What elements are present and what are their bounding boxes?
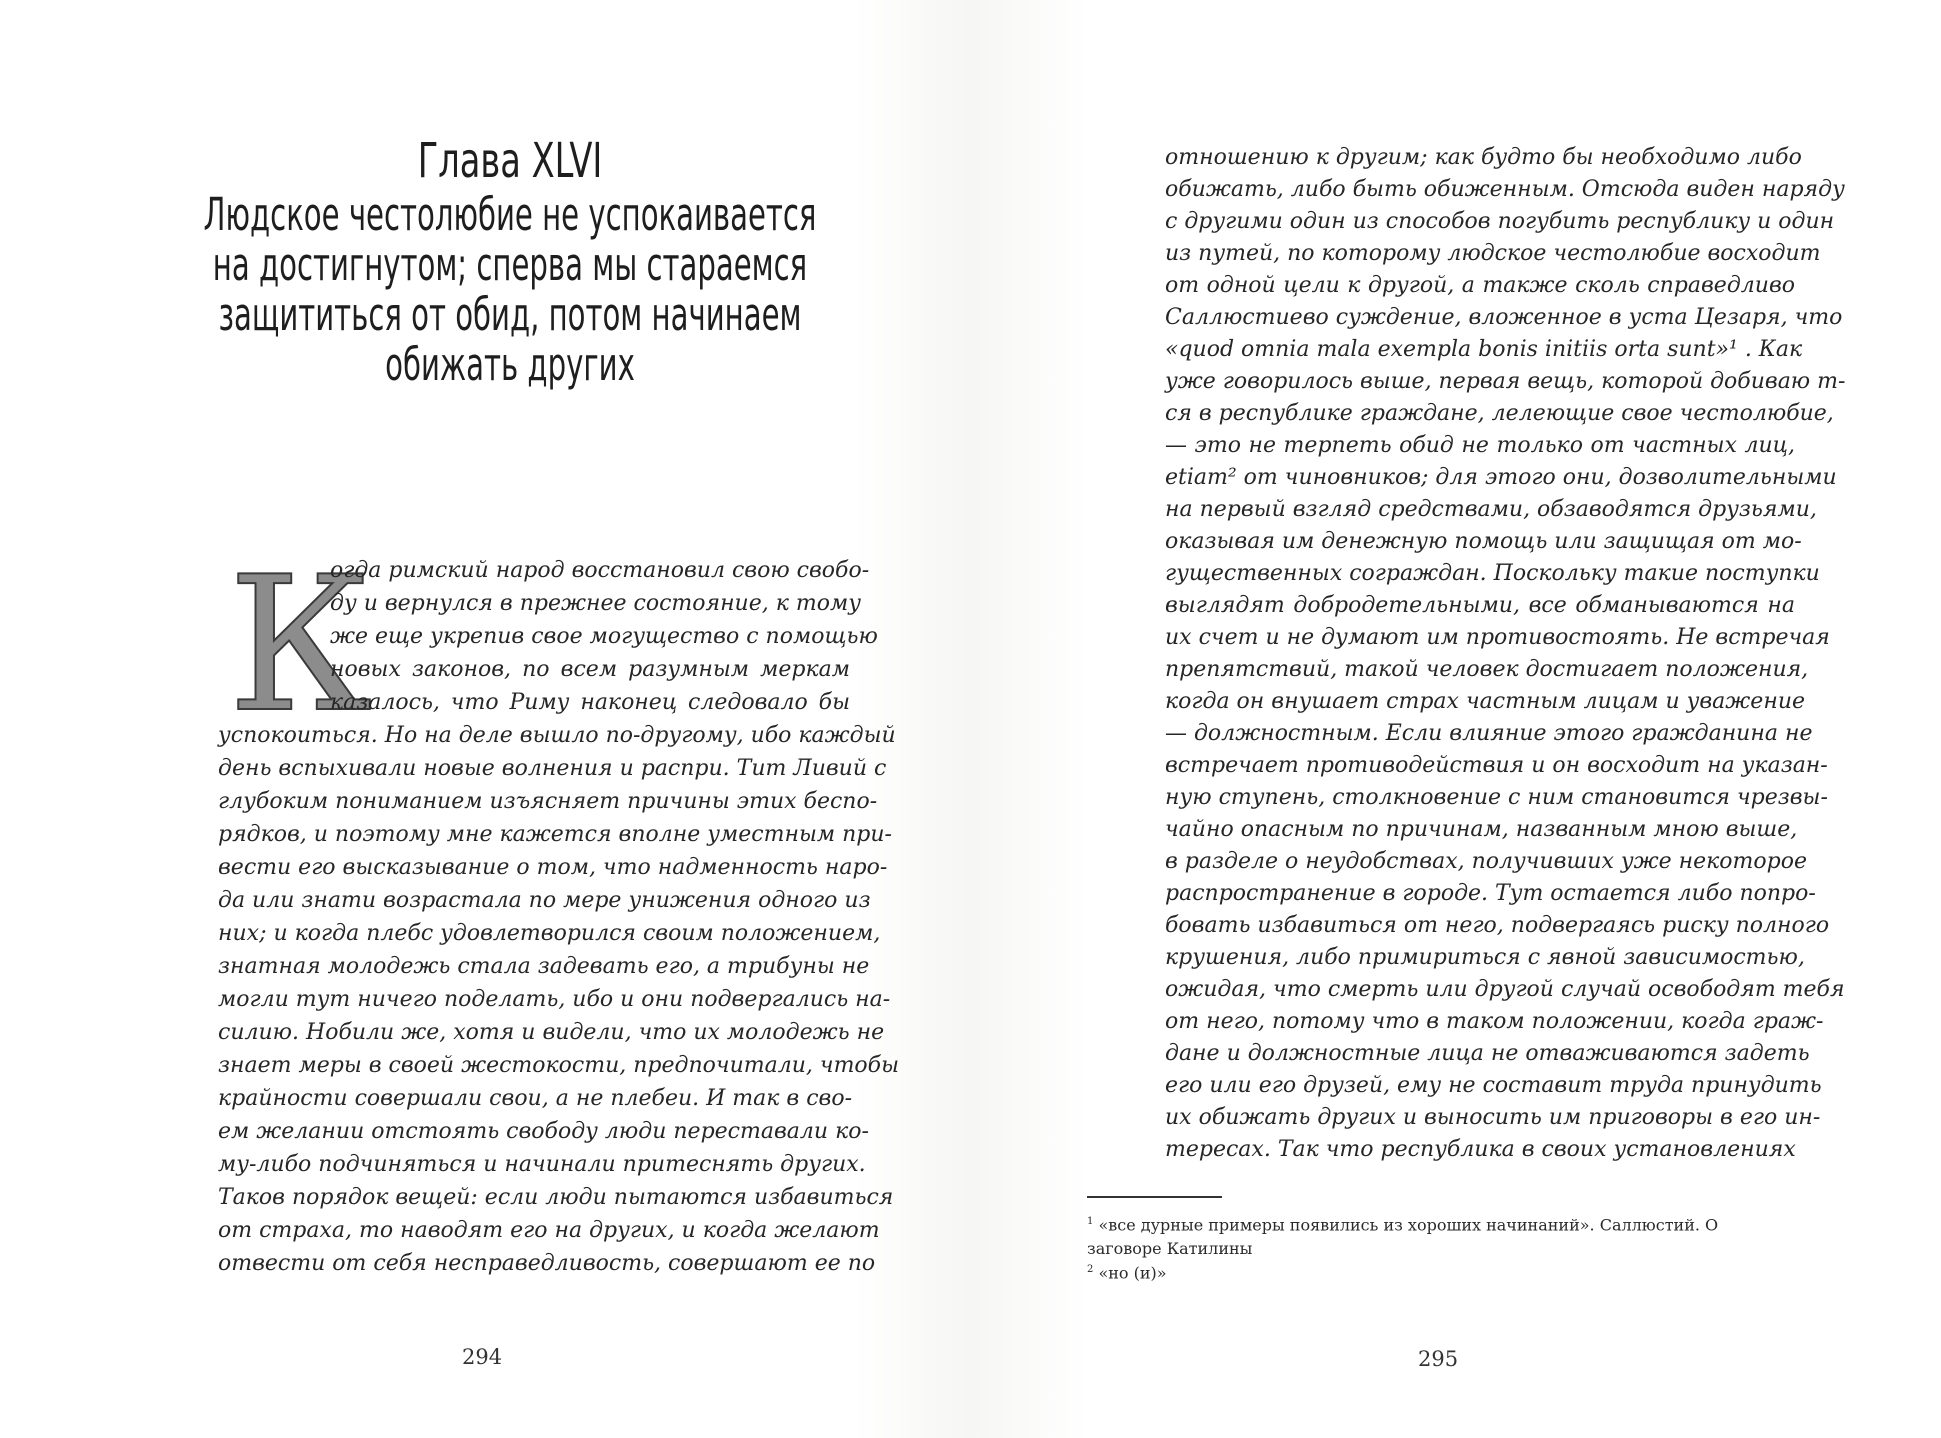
text-line: успокоиться. Но на деле вышло по-другому, ибо каждый	[218, 723, 896, 748]
text-line: его или его друзей, ему не составит труда принудить	[1165, 1073, 1822, 1098]
footnote-text: «все дурные примеры появились из хороших начинаний». Саллюстий. О заговоре Катилины	[1087, 1215, 1719, 1259]
chapter-title-line: защититься от обид, потом начинаем	[218, 288, 802, 341]
text-line: — должностным. Если влияние этого гражданина не	[1165, 721, 1813, 746]
text-line: вести его высказывание о том, что надменность наро-	[218, 855, 888, 880]
chapter-number: Глава XLVI	[417, 133, 603, 189]
text-line: ду и вернулся в прежнее состояние, к тому	[330, 591, 861, 616]
text-line: тересах. Так что республика в своих установлениях	[1165, 1137, 1796, 1162]
text-line: выглядят добродетельными, все обманываются на	[1165, 593, 1795, 618]
page-number-right: 295	[1418, 1347, 1459, 1371]
text-line: оказывая им денежную помощь или защищая от мо-	[1165, 529, 1802, 554]
text-line: обижать, либо быть обиженным. Отсюда виден наряду	[1165, 177, 1845, 202]
text-line: с другими один из способов погубить республику и один	[1165, 209, 1835, 234]
text-line: на первый взгляд средствами, обзаводятся друзьями,	[1165, 497, 1817, 522]
text-line: чайно опасным по причинам, названным мною выше,	[1165, 817, 1798, 842]
chapter-title-line: обижать других	[385, 338, 635, 391]
text-line: день вспыхивали новые волнения и распри. Тит Ливий с	[218, 756, 887, 781]
text-line: когда он внушает страх частным лицам и уважение	[1165, 689, 1806, 714]
text-line: от него, потому что в таком положении, когда граж-	[1165, 1009, 1824, 1034]
text-line: му-либо подчиняться и начинали притеснять других.	[218, 1152, 866, 1177]
text-line: etiam² от чиновников; для этого они, дозволительными	[1165, 465, 1837, 490]
text-line: их обижать других и выносить им приговоры в его ин-	[1165, 1105, 1821, 1130]
footnote-text: «но (и)»	[1098, 1263, 1167, 1283]
text-line: да или знати возрастала по мере унижения одного из	[218, 888, 871, 913]
text-line: от одной цели к другой, а также сколь справедливо	[1165, 273, 1795, 298]
text-line: — это не терпеть обид не только от частных лиц,	[1165, 433, 1795, 458]
page-number-left: 294	[462, 1345, 503, 1369]
text-line: бовать избавиться от него, подвергаясь риску полного	[1165, 913, 1830, 938]
text-line: Таков порядок вещей: если люди пытаются избавиться	[218, 1185, 894, 1210]
text-line: глубоким пониманием изъясняет причины этих беспо-	[218, 789, 878, 814]
text-line: крушения, либо примириться с явной зависимостью,	[1165, 945, 1805, 970]
text-line: отвести от себя несправедливость, совершают ее по	[218, 1251, 876, 1276]
chapter-heading	[170, 132, 850, 390]
text-line: в разделе о неудобствах, получивших уже некоторое	[1165, 849, 1807, 874]
chapter-title-line: Людское честолюбие не успокаивается	[203, 188, 817, 241]
text-line: Саллюстиево суждение, вложенное в уста Цезаря, что	[1165, 305, 1843, 330]
footnote-2	[1087, 1258, 1787, 1285]
text-line: огда римский народ восстановил свою свобо-	[330, 558, 870, 583]
text-line: гущественных сограждан. Поскольку такие поступки	[1165, 561, 1820, 586]
footnote-mark: 1	[1087, 1216, 1094, 1227]
text-line: же еще укрепив свое могущество с помощью	[330, 624, 878, 649]
text-line: крайности совершали свои, а не плебеи. И так в сво-	[218, 1086, 853, 1111]
text-line: их счет и не думают им противостоять. Не встречая	[1165, 625, 1830, 650]
text-line: казалось, что Риму наконец следовало бы	[330, 690, 850, 715]
text-line: ожидая, что смерть или другой случай освободят тебя	[1165, 977, 1845, 1002]
footnote-1	[1087, 1210, 1787, 1261]
footnote-divider	[1087, 1196, 1222, 1198]
text-line: ем желании отстоять свободу люди переставали ко-	[218, 1119, 869, 1144]
text-line: могли тут ничего поделать, ибо и они подвергались на-	[218, 987, 891, 1012]
text-line: от страха, то наводят его на других, и когда желают	[218, 1218, 880, 1243]
text-line: «quod omnia mala exempla bonis initiis orta sunt»¹ . Как	[1165, 337, 1803, 362]
text-line: дане и должностные лица не отваживаются задеть	[1165, 1041, 1810, 1066]
text-line: рядков, и поэтому мне кажется вполне уместным при-	[218, 822, 892, 847]
text-line: встречает противодействия и он восходит на указан-	[1165, 753, 1828, 778]
chapter-title	[175, 190, 845, 390]
text-line: знает меры в своей жестокости, предпочитали, чтобы	[218, 1053, 900, 1078]
text-line: уже говорилось выше, первая вещь, которой добиваю т-	[1165, 369, 1846, 394]
text-line: знатная молодежь стала задевать его, а трибуны не	[218, 954, 870, 979]
footnote-mark: 2	[1087, 1264, 1094, 1275]
left-page	[0, 0, 970, 1438]
text-line: из путей, по которому людское честолюбие восходит	[1165, 241, 1821, 266]
text-line: ся в республике граждане, лелеющие свое честолюбие,	[1165, 401, 1834, 426]
text-line: препятствий, такой человек достигает положения,	[1165, 657, 1809, 682]
text-line: ную ступень, столкновение с ним становится чрезвы-	[1165, 785, 1828, 810]
chapter-title-line: на достигнутом; сперва мы стараемся	[212, 238, 808, 291]
text-line: отношению к другим; как будто бы необходимо либо	[1165, 145, 1802, 170]
drop-cap: К	[228, 536, 372, 753]
text-line: силию. Нобили же, хотя и видели, что их молодежь не	[218, 1020, 885, 1045]
text-line: них; и когда плебс удовлетворился своим положением,	[218, 921, 881, 946]
text-line: распространение в городе. Тут остается либо попро-	[1165, 881, 1816, 906]
text-line: новых законов, по всем разумным меркам	[330, 657, 850, 682]
